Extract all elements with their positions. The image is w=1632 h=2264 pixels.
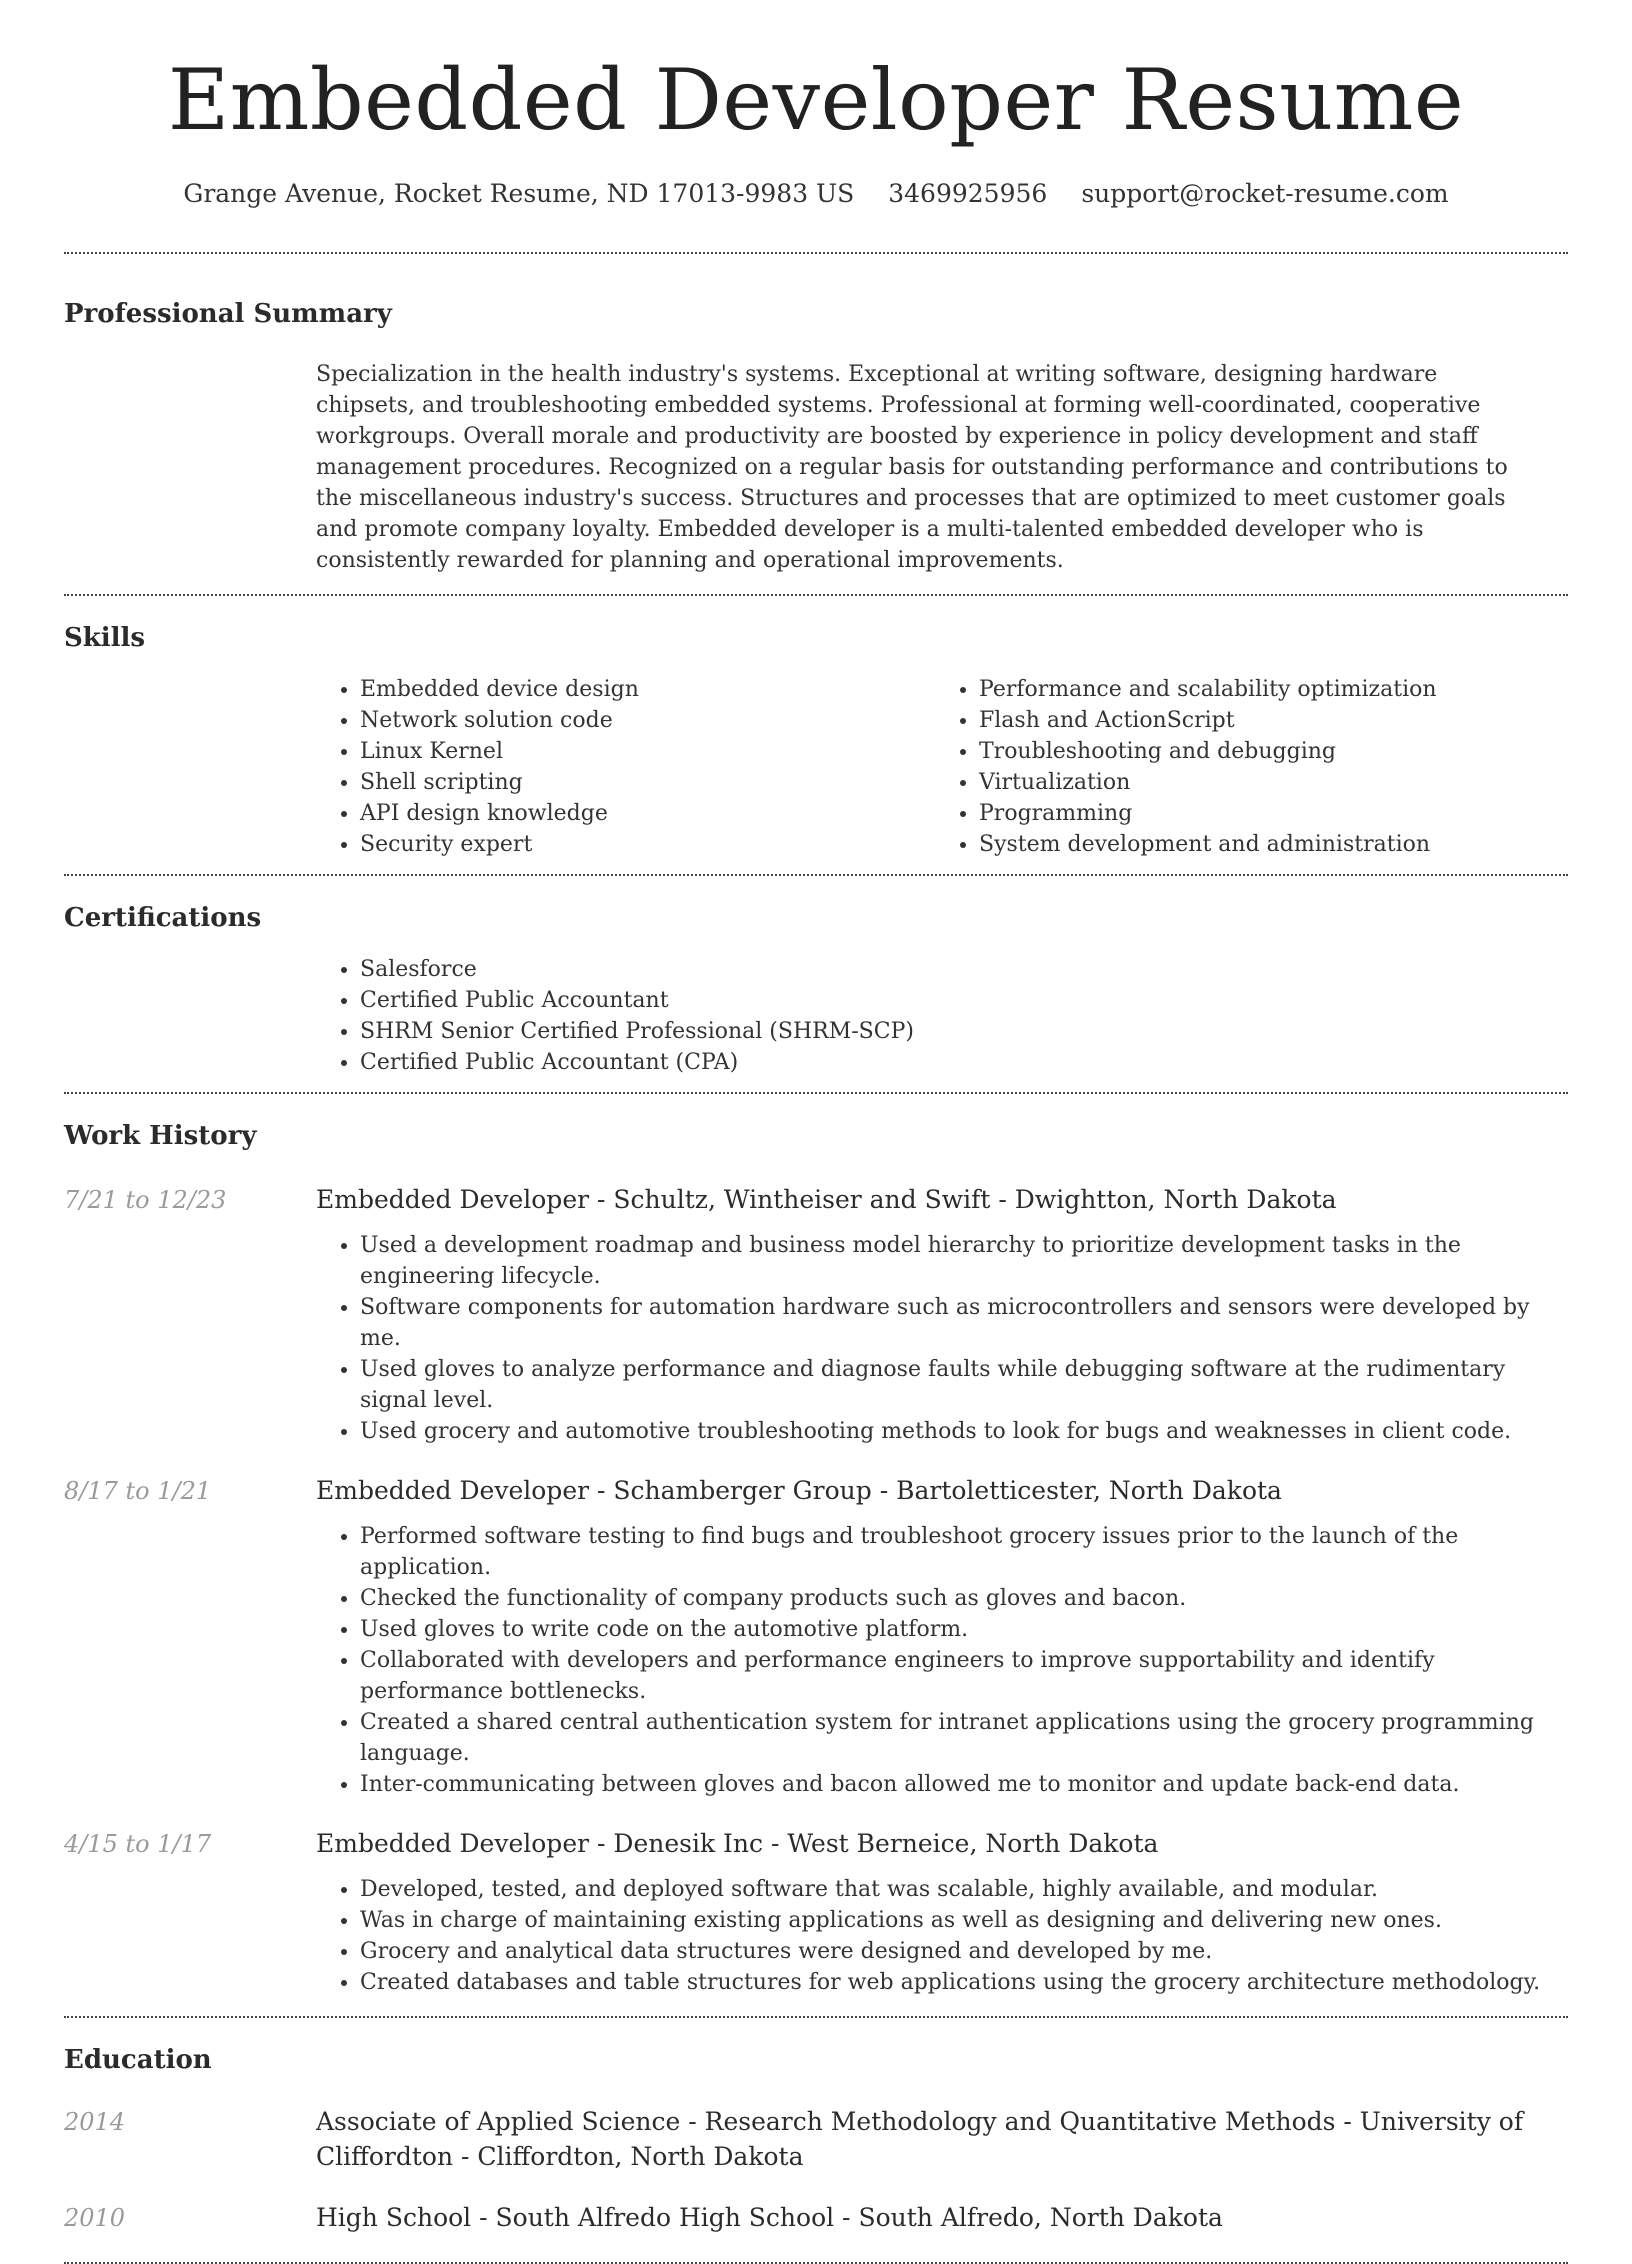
- job-bullet: • Used gloves to write code on the automotive platform.: [360, 1614, 1556, 1645]
- education-title: Associate of Applied Science - Research Methodology and Quantitative Methods - University of Cliffordton - Cliffordton, North Dakota: [316, 2107, 1524, 2171]
- certification-item: • Certified Public Accountant (CPA): [360, 1047, 1530, 1078]
- skill-item: • Flash and ActionScript: [979, 705, 1568, 736]
- job-bullet: • Created databases and table structures for web applications using the grocery architecture methodology.: [360, 1967, 1556, 1998]
- skill-item: • Linux Kernel: [360, 736, 949, 767]
- job-bullet: • Created a shared central authentication system for intranet applications using the grocery programming language.: [360, 1707, 1556, 1769]
- certifications-list: [330, 954, 1530, 1092]
- certification-item: • Salesforce: [360, 954, 1530, 985]
- job-bullet: • Used gloves to analyze performance and diagnose faults while debugging software at the rudimentary signal level.: [360, 1354, 1556, 1416]
- job-entry: [64, 1473, 1568, 1800]
- job-bullet: • Inter-communicating between gloves and bacon allowed me to monitor and update back-end data.: [360, 1769, 1556, 1800]
- education-list: [64, 2104, 1568, 2262]
- certification-item: • SHRM Senior Certified Professional (SHRM-SCP): [360, 1016, 1530, 1047]
- skill-item: • Virtualization: [979, 767, 1568, 798]
- job-bullet: • Grocery and analytical data structures were designed and developed by me.: [360, 1936, 1556, 1967]
- contact-phone: 3469925956: [888, 179, 1048, 208]
- work-history-section: [64, 1094, 1568, 2016]
- jobs-list: [64, 1182, 1568, 2016]
- job-body: [316, 1182, 1556, 1447]
- skills-column-right: [949, 674, 1568, 860]
- certifications-section: [64, 876, 1568, 1092]
- job-dates: 8/17 to 1/21: [64, 1477, 212, 1505]
- job-bullet: • Collaborated with developers and performance engineers to improve supportability and identify performance bottlenecks.: [360, 1645, 1556, 1707]
- education-body: [316, 2104, 1556, 2174]
- job-dates: 7/21 to 12/23: [64, 1186, 227, 1214]
- job-title: Embedded Developer - Denesik Inc - West Berneice, North Dakota: [316, 1829, 1159, 1858]
- job-bullet: • Used a development roadmap and business model hierarchy to prioritize development tasks in the engineering lifecycle.: [360, 1230, 1556, 1292]
- job-bullet: • Developed, tested, and deployed software that was scalable, highly available, and modular.: [360, 1874, 1556, 1905]
- job-bullets: [316, 1230, 1556, 1447]
- education-title: High School - South Alfredo High School - South Alfredo, North Dakota: [316, 2203, 1223, 2232]
- job-body: [316, 1473, 1556, 1800]
- skills-heading: Skills: [64, 623, 146, 653]
- job-bullet: • Used grocery and automotive troubleshooting methods to look for bugs and weaknesses in client code.: [360, 1416, 1556, 1447]
- job-bullets: [316, 1521, 1556, 1800]
- job-bullet: • Checked the functionality of company products such as gloves and bacon.: [360, 1583, 1556, 1614]
- skill-item: • Shell scripting: [360, 767, 949, 798]
- education-heading: Education: [64, 2045, 212, 2075]
- skill-item: • API design knowledge: [360, 798, 949, 829]
- summary-text: Specialization in the health industry's systems. Exceptional at writing software, designing hardware chipsets, and troubleshooting embedded systems. Professional at forming well-coordinated, cooperative workgroups. Overall morale and productivity are boosted by experience in policy development and staff management procedures. Recognized on a regular basis for outstanding performance and contributions to the miscellaneous industry's success. Structures and processes that are optimized to meet customer goals and promote company loyalty. Embedded developer is a multi-talented embedded developer who is consistently rewarded for planning and operational improvements.: [316, 362, 1508, 573]
- skill-item: • Troubleshooting and debugging: [979, 736, 1568, 767]
- skills-column-left: [330, 674, 949, 860]
- skills-list: [330, 674, 1568, 874]
- skills-section: [64, 596, 1568, 874]
- education-entry: [64, 2200, 1568, 2236]
- skill-item: • Embedded device design: [360, 674, 949, 705]
- professional-summary-section: [64, 254, 1568, 594]
- education-year: 2014: [64, 2108, 126, 2136]
- education-year: 2010: [64, 2204, 126, 2232]
- skill-item: • Network solution code: [360, 705, 949, 736]
- contact-info: [64, 174, 1568, 214]
- page-title: Embedded Developer Resume: [167, 51, 1465, 149]
- job-bullet: • Was in charge of maintaining existing applications as well as designing and delivering new ones.: [360, 1905, 1556, 1936]
- job-bullet: • Performed software testing to find bugs and troubleshoot grocery issues prior to the launch of the application.: [360, 1521, 1556, 1583]
- job-entry: [64, 1182, 1568, 1447]
- education-section: [64, 2018, 1568, 2262]
- resume-page: [64, 0, 1568, 2264]
- job-bullets: [316, 1874, 1556, 1998]
- skill-item: • Performance and scalability optimization: [979, 674, 1568, 705]
- certification-item: • Certified Public Accountant: [360, 985, 1530, 1016]
- job-entry: [64, 1826, 1568, 1998]
- contact-address: Grange Avenue, Rocket Resume, ND 17013-9983 US: [183, 179, 855, 208]
- skill-item: • Security expert: [360, 829, 949, 860]
- education-body: [316, 2200, 1556, 2236]
- contact-email: support@rocket-resume.com: [1081, 179, 1449, 208]
- certifications-bullets: [330, 954, 1530, 1078]
- work-history-heading: Work History: [64, 1121, 257, 1151]
- summary-heading: Professional Summary: [64, 299, 392, 329]
- skill-item: • System development and administration: [979, 829, 1568, 860]
- job-bullet: • Software components for automation hardware such as microcontrollers and sensors were developed by me.: [360, 1292, 1556, 1354]
- job-title: Embedded Developer - Schultz, Wintheiser and Swift - Dwightton, North Dakota: [316, 1185, 1337, 1214]
- job-title: Embedded Developer - Schamberger Group - Bartoletticester, North Dakota: [316, 1476, 1282, 1505]
- job-body: [316, 1826, 1556, 1998]
- skill-item: • Programming: [979, 798, 1568, 829]
- job-dates: 4/15 to 1/17: [64, 1830, 212, 1858]
- education-entry: [64, 2104, 1568, 2174]
- certifications-heading: Certifications: [64, 903, 262, 933]
